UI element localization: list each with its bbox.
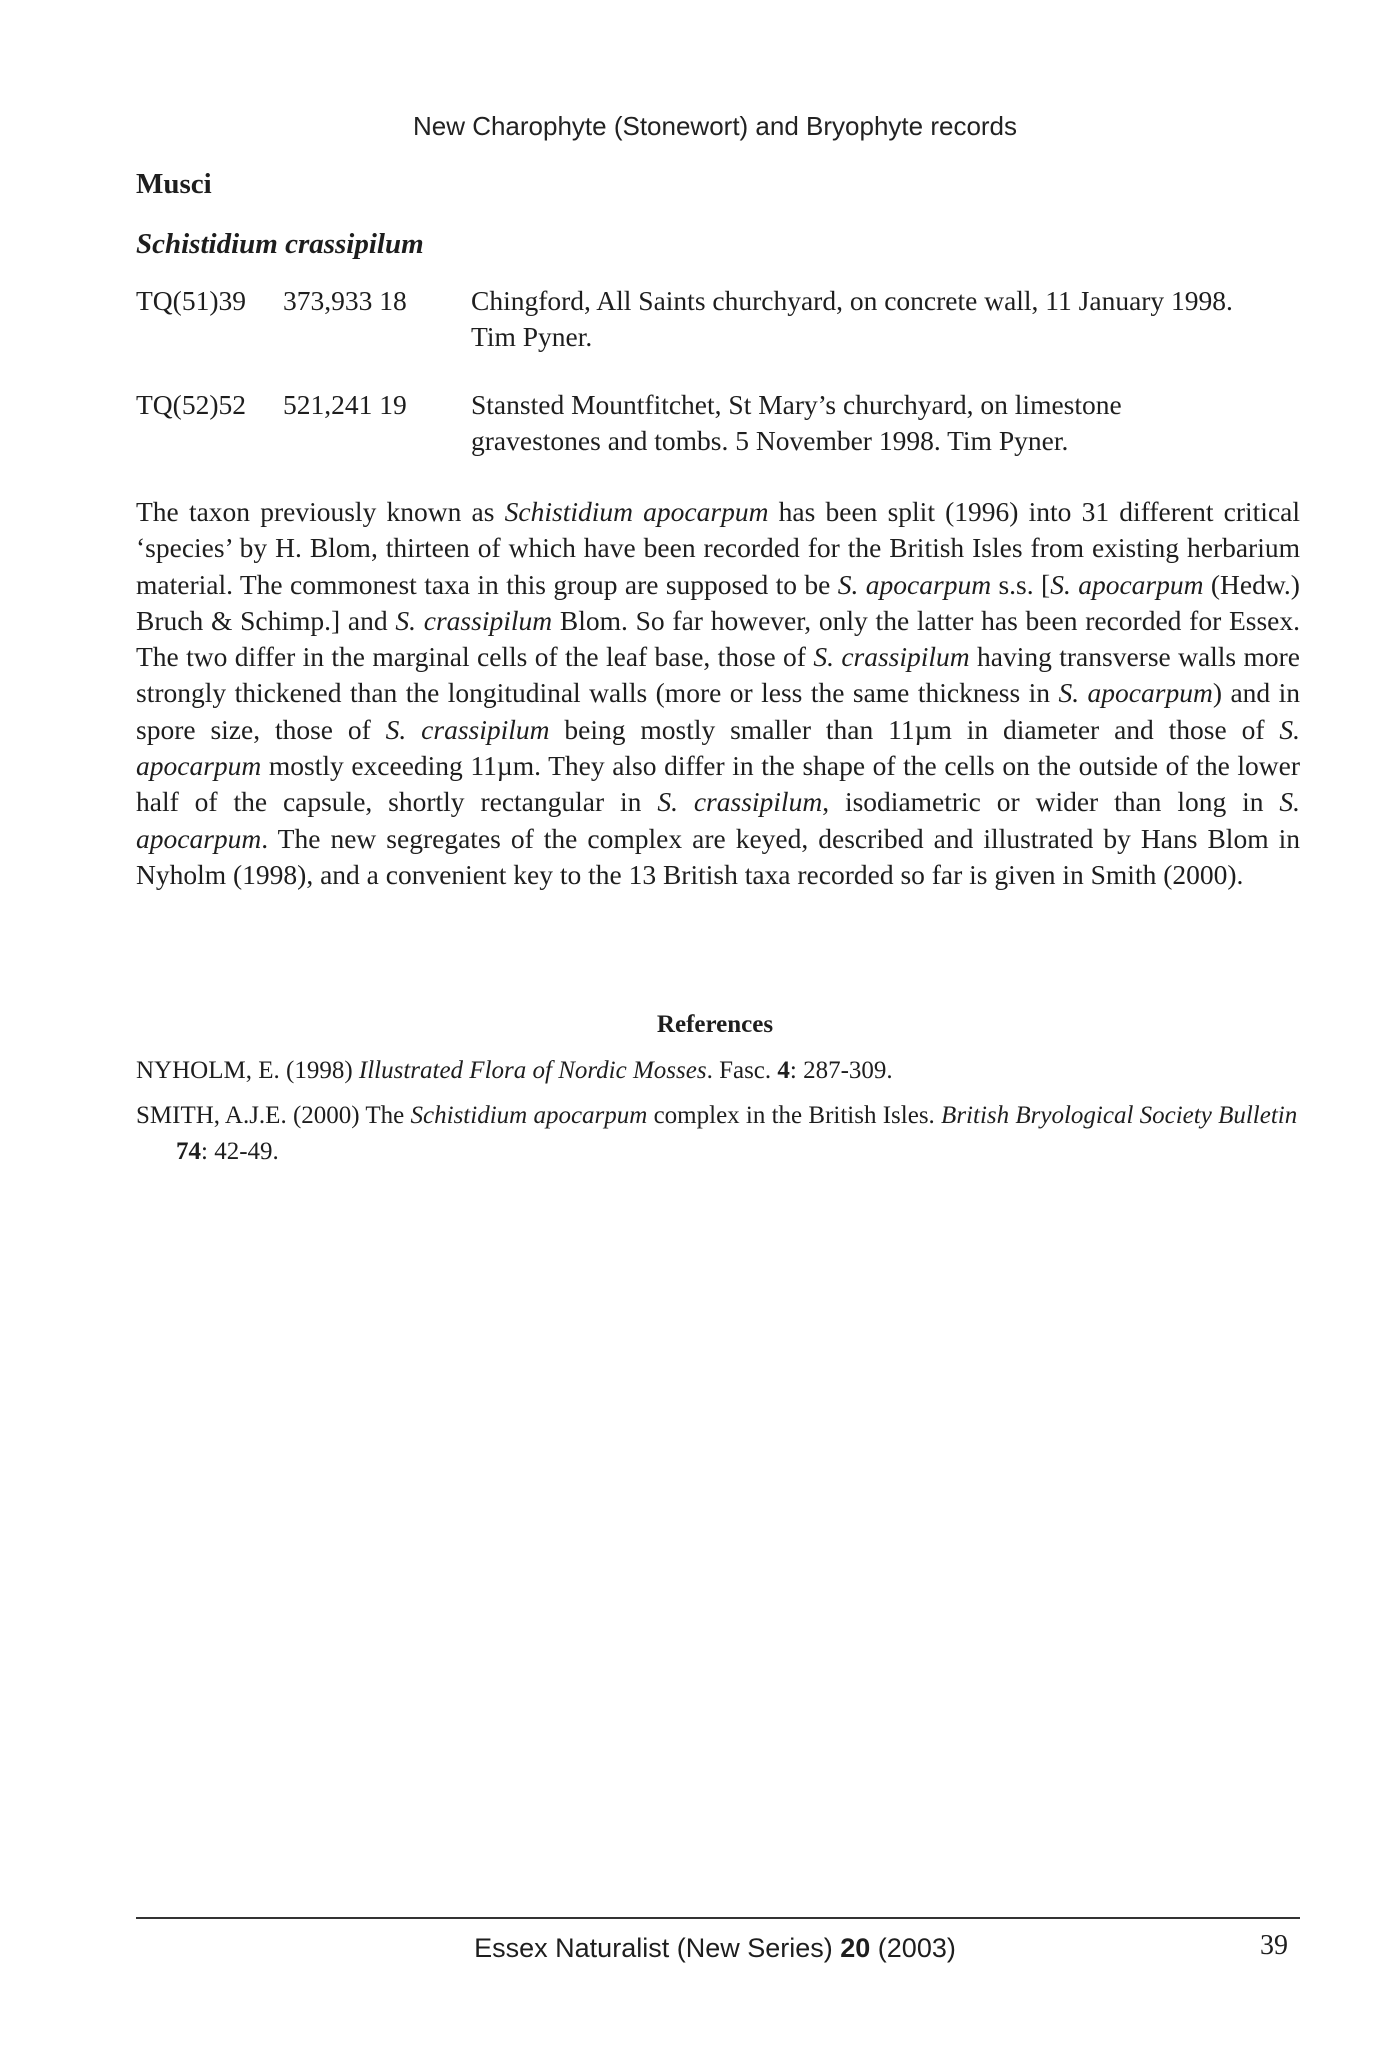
reference-nyholm: NYHOLM, E. (1998) Illustrated Flora of Nordic Mosses. Fasc. 4: 287-309. (136, 1057, 893, 1084)
page-number: 39 (1260, 1930, 1288, 1961)
record-description-line: Stansted Mountfitchet, St Mary’s churchyard, on limestone (471, 389, 1122, 420)
reference-smith: SMITH, A.J.E. (2000) The Schistidium apocarpum complex in the British Isles. British Bryological Society Bulletin 74: 42-49. (136, 1102, 1298, 1165)
body-paragraph: The taxon previously known as Schistidium apocarpum has been split (1996) into 31 different critical ‘species’ by H. Blom, thirteen of which have been recorded for the British Isles from existing herbarium material. The commonest taxa in this group are supposed to be S. apocarpum s.s. [S. apocarpum (Hedw.) Bruch & Schimp.] and S. crassipilum Blom. So far however, only the latter has been recorded for Essex. The two differ in the marginal cells of the leaf base, those of S. crassipilum having transverse walls more strongly thickened than the longitudinal walls (more or less the same thickness in S. apocarpum) and in spore size, those of S. crassipilum being mostly smaller than 11µm in diameter and those of S. apocarpum mostly exceeding 11µm. They also differ in the shape of the cells on the outside of the lower half of the capsule, shortly rectangular in S. crassipilum, isodiametric or wider than long in S. apocarpum. The new segregates of the complex are keyed, described and illustrated by Hans Blom in Nyholm (1998), and a convenient key to the 13 British taxa recorded so far is given in Smith (2000). (136, 496, 1301, 890)
record-description-line: Tim Pyner. (471, 321, 593, 352)
record-description-line: Chingford, All Saints churchyard, on concrete wall, 11 January 1998. (471, 285, 1233, 316)
references-heading: References (656, 1011, 774, 1038)
grid-reference: TQ(51)39 (136, 285, 246, 316)
footer-rule (136, 1917, 1300, 1919)
coordinates: 373,933 18 (283, 285, 407, 316)
coordinates: 521,241 19 (283, 389, 407, 420)
footer-citation: Essex Naturalist (New Series) 20 (2003) (474, 1933, 956, 1963)
grid-reference: TQ(52)52 (136, 389, 246, 420)
species-heading: Schistidium crassipilum (136, 228, 424, 260)
running-head: New Charophyte (Stonewort) and Bryophyte records (412, 111, 1018, 141)
section-heading: Musci (136, 168, 212, 200)
record-description-line: gravestones and tombs. 5 November 1998. Tim Pyner. (471, 425, 1069, 456)
